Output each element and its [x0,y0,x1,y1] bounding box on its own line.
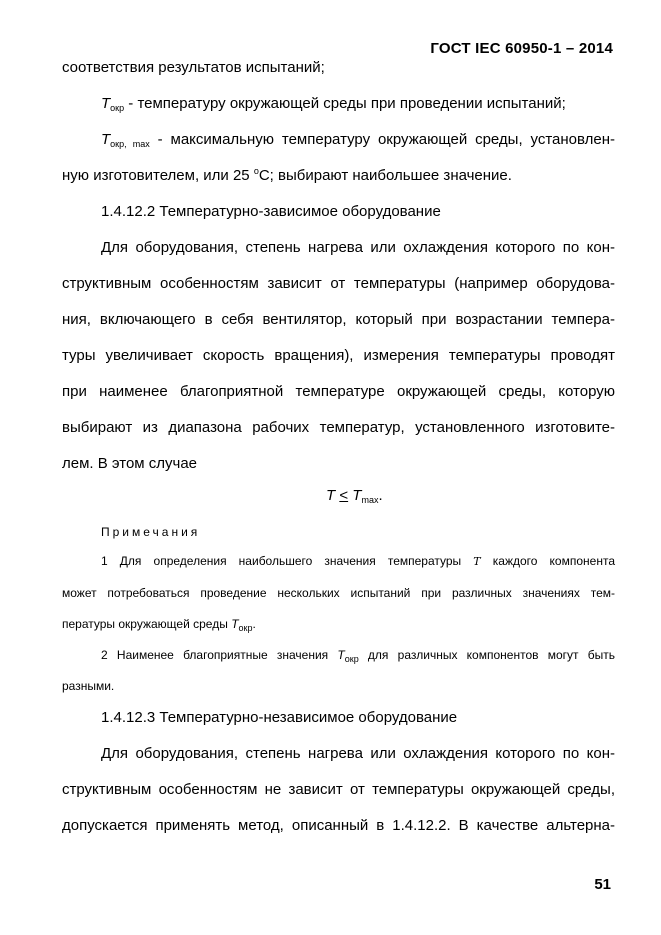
paragraph-line: структивным особенностям не зависит от температуры окружающей среды, [62,781,615,798]
note-line: может потребоваться проведение нескольких испытаний при различных значениях тем- [62,586,615,600]
paragraph-line: Для оборудования, степень нагрева или охлаждения которого по кон- [101,745,615,762]
page-number: 51 [594,876,611,893]
note-line: разными. [62,679,115,693]
section-heading-1-4-12-2: 1.4.12.2 Температурно-зависимое оборудование [101,203,441,220]
paragraph-line: туры увеличивает скорость вращения), измерения температуры проводят [62,347,615,364]
paragraph-line: Для оборудования, степень нагрева или охлаждения которого по кон- [101,239,615,256]
paragraph-line: выбирают из диапазона рабочих температур, установленного изготовите- [62,419,615,436]
notes-heading: Примечания [101,525,201,539]
paragraph-line: структивным особенностям зависит от температуры (например оборудова- [62,275,615,292]
paragraph-line: допускается применять метод, описанный в 1.4.12.2. В качестве альтерна- [62,817,615,834]
note-1: 1 Для определения наибольшего значения температуры T каждого компонента [101,554,615,568]
text-line: ную изготовителем, или 25 $^о$С; выбирают наибольшее значение. [62,166,512,184]
paragraph-line: ния, включающего в себя вентилятор, который при возрастании темпера- [62,311,615,328]
paragraph-line: при наименее благоприятной температуре окружающей среды, которую [62,383,615,400]
text-line: соответствия результатов испытаний; [62,59,325,76]
section-heading-1-4-12-3: 1.4.12.3 Температурно-независимое оборудование [101,709,458,726]
note-line: пературы окружающей среды $T_{окр}$. [62,617,256,633]
definition-t-okr-max: $T_{окр, max}$ - максимальную температуру окружающей среды, установлен- [101,131,615,149]
formula: $T < T_{max}$. [326,487,383,505]
document-header: ГОСТ IEC 60950-1 – 2014 [430,40,613,57]
definition-t-okr: $T_{окр}$ - температуру окружающей среды при проведении испытаний; [101,95,566,113]
paragraph-line: лем. В этом случае [62,455,198,472]
note-2: 2 Наименее благоприятные значения $T_{окр}$ для различных компонентов могут быть [101,648,615,664]
